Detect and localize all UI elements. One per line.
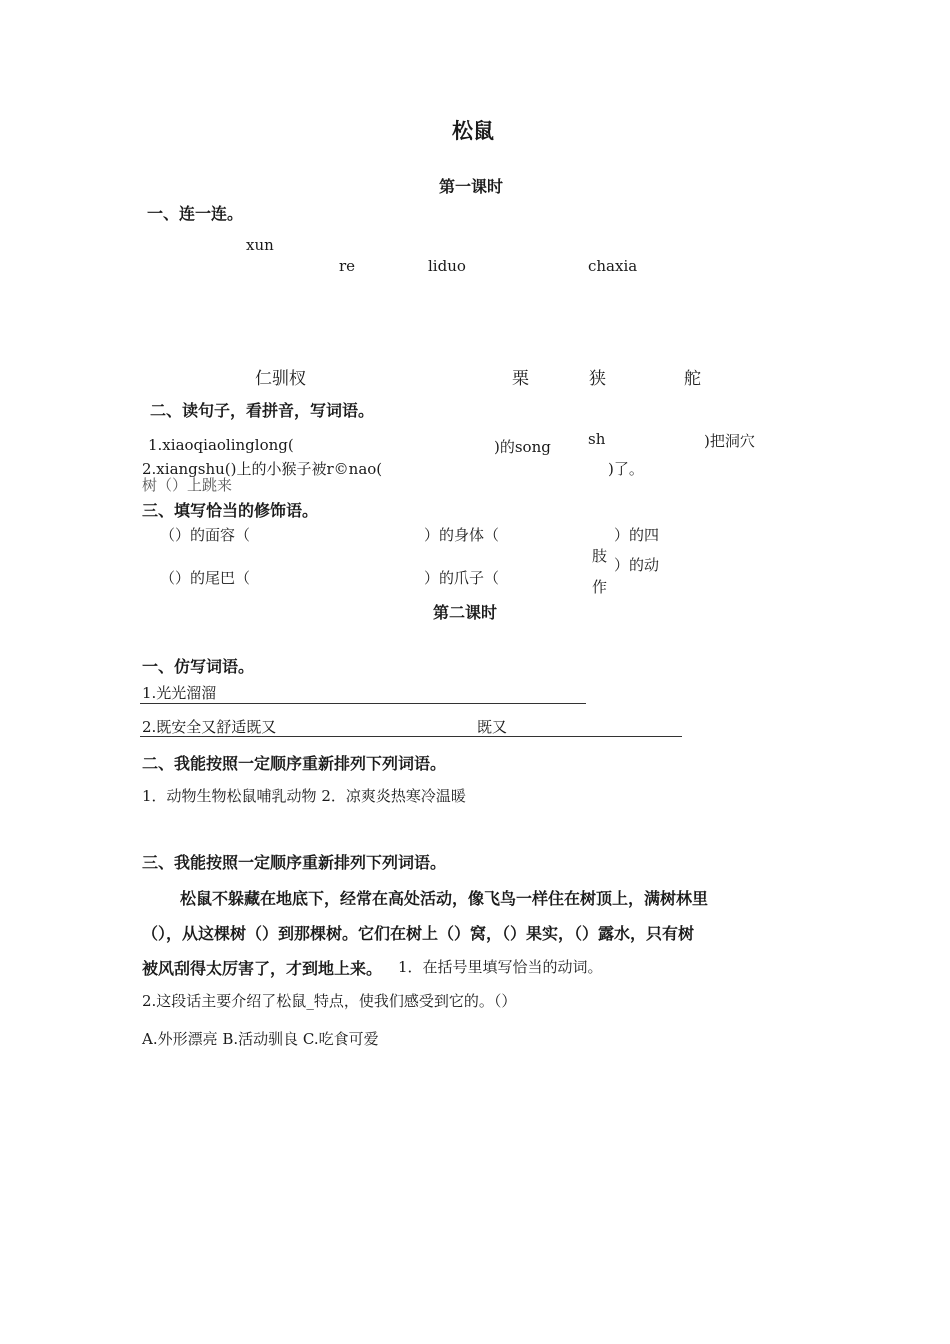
section-2-heading: 二、读句子，看拼音，写词语。 [150,401,375,420]
answer-line-2 [140,736,682,737]
question-1: 1．在括号里填写恰当的动词。 [398,958,603,976]
pinyin-liduo: liduo [428,257,466,275]
answer-line-1 [140,703,586,704]
passage-line-3: 被风刮得太厉害了，才到地上来。 [142,959,383,978]
sentence-1-sh: sh [588,430,606,448]
char-group-4: 舵 [684,369,701,389]
l2-section-2-heading: 二、我能按照一定顺序重新排列下列词语。 [142,754,447,773]
sentence-1-under: 树（）上跳来 [142,476,233,494]
sentence-1-end: )把洞穴 [704,432,755,450]
reorder-words: 1．动物生物松鼠哺乳动物 2．凉爽炎热寒冷温暖 [142,787,466,805]
char-group-2: 栗 [512,369,529,389]
sentence-2-end: )了。 [608,460,644,478]
modifier-limbs-cont: 肢 [592,547,608,565]
l2-section-3-heading: 三、我能按照一定顺序重新排列下列词语。 [142,853,447,872]
page-title: 松鼠 [452,119,494,143]
l2-section-1-heading: 一、仿写词语。 [142,657,255,676]
char-group-1: 仁驯杈 [255,369,306,389]
modifier-action: ）的动 [614,556,660,574]
modifier-body: ）的身体（ [424,526,500,544]
modifier-limbs: ）的四 [614,526,660,544]
section-3-heading: 三、填写恰当的修饰语。 [142,501,319,520]
imitate-line-2: 2.既安全又舒适既又 [142,718,277,736]
sentence-2: 2.xiangshu()上的小猴子被r©nao( [142,460,383,478]
imitate-line-2-b: 既又 [477,718,508,736]
imitate-line-1: 1.光光溜溜 [142,684,217,702]
passage-line-1: 松鼠不躲藏在地底下，经常在高处活动，像飞鸟一样住在树顶上，满树林里 [180,889,709,908]
char-group-3: 狭 [589,369,606,389]
sentence-1-mid: )的song [494,438,551,456]
modifier-face: （）的面容（ [160,526,251,544]
sentence-1-start: 1.xiaoqiaolinglong( [148,436,294,454]
pinyin-chaxia: chaxia [588,257,638,275]
modifier-claws: ）的爪子（ [424,569,500,587]
modifier-action-cont: 作 [592,578,608,596]
lesson-2-label: 第二课时 [433,603,498,622]
passage-line-2: （），从这棵树（）到那棵树。它们在树上（）窝，（）果实，（）露水，只有树 [142,924,695,943]
pinyin-xun: xun [246,236,274,254]
question-2: 2.这段话主要介绍了松鼠_特点，使我们感受到它的。（） [142,992,517,1010]
answer-options: A.外形漂亮 B.活动驯良 C.吃食可爱 [142,1030,379,1048]
section-1-heading: 一、连一连。 [147,204,244,223]
modifier-tail: （）的尾巴（ [160,569,251,587]
lesson-1-label: 第一课时 [439,177,504,196]
pinyin-re: re [339,257,356,275]
